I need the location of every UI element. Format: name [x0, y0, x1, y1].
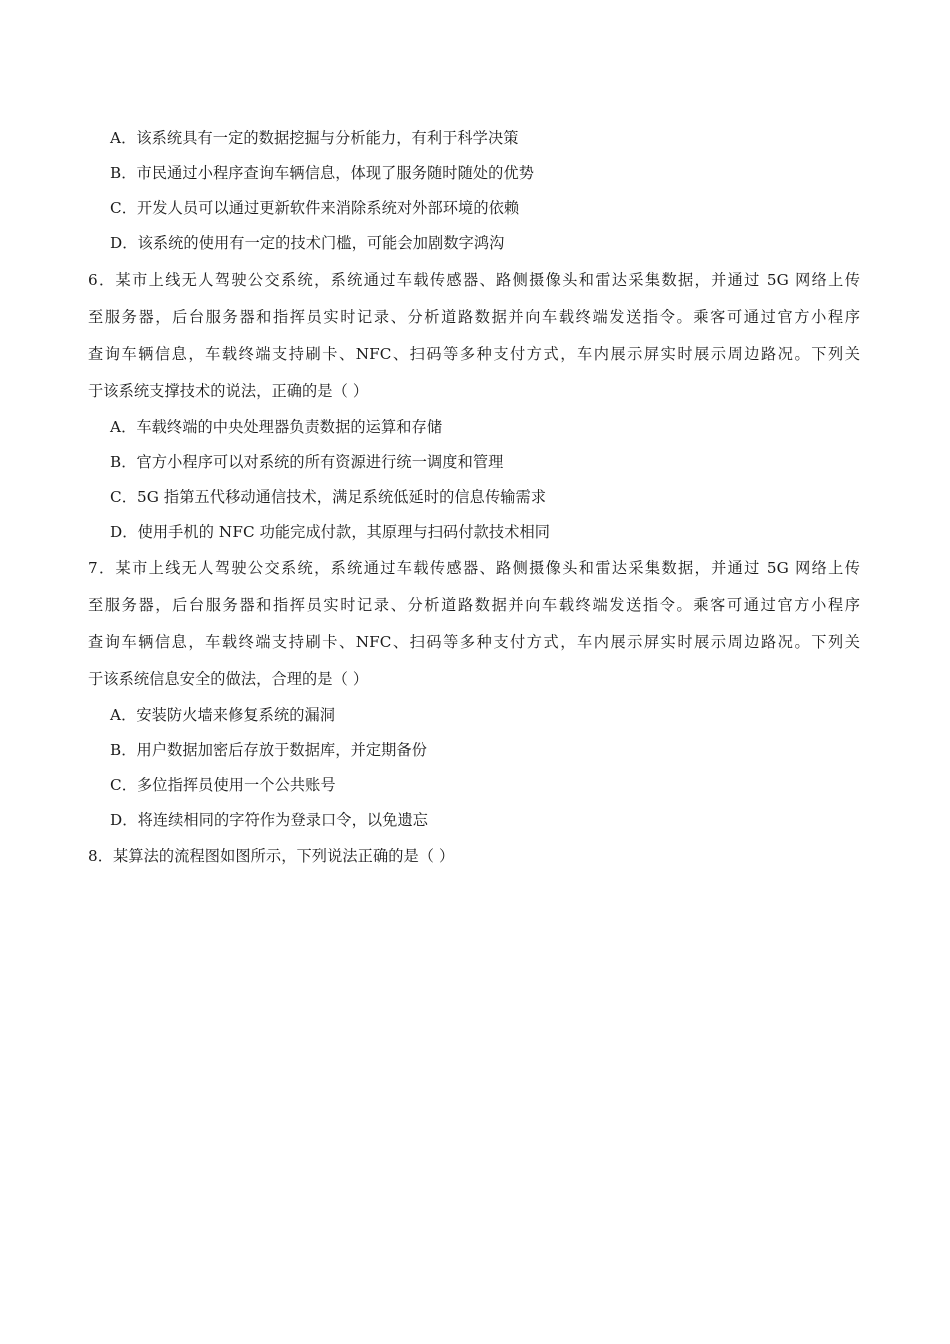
q6-stem-line-1: 6．某市上线无人驾驶公交系统，系统通过车载传感器、路侧摄像头和雷达采集数据，并通过 5G 网络上传 — [88, 271, 860, 289]
q6-option-c: C．5G 指第五代移动通信技术，满足系统低延时的信息传输需求 — [110, 488, 547, 506]
q7-stem-line-3: 查询车辆信息，车载终端支持刷卡、NFC、扫码等多种支付方式，车内展示屏实时展示周边路况。下列关 — [88, 633, 860, 651]
q7-stem-line-1: 7．某市上线无人驾驶公交系统，系统通过车载传感器、路侧摄像头和雷达采集数据，并通过 5G 网络上传 — [88, 559, 860, 577]
q7-option-c: C．多位指挥员使用一个公共账号 — [110, 776, 336, 794]
q7-stem-line-4: 于该系统信息安全的做法，合理的是（ ） — [88, 670, 369, 688]
q7-option-a: A．安装防火墙来修复系统的漏洞 — [110, 706, 336, 724]
q7-option-d: D．将连续相同的字符作为登录口令，以免遗忘 — [110, 811, 429, 829]
q5-option-d: D．该系统的使用有一定的技术门槛，可能会加剧数字鸿沟 — [110, 234, 505, 252]
q5-option-b: B．市民通过小程序查询车辆信息，体现了服务随时随处的优势 — [110, 164, 535, 182]
q5-option-c: C．开发人员可以通过更新软件来消除系统对外部环境的依赖 — [110, 199, 520, 217]
q6-stem-line-4: 于该系统支撑技术的说法，正确的是（ ） — [88, 382, 369, 400]
q6-stem-line-3: 查询车辆信息，车载终端支持刷卡、NFC、扫码等多种支付方式，车内展示屏实时展示周边路况。下列关 — [88, 345, 860, 363]
q6-option-b: B．官方小程序可以对系统的所有资源进行统一调度和管理 — [110, 453, 504, 471]
q8-stem: 8．某算法的流程图如图所示，下列说法正确的是（ ） — [88, 847, 455, 865]
q7-stem-line-2: 至服务器，后台服务器和指挥员实时记录、分析道路数据并向车载终端发送指令。乘客可通过官方小程序 — [88, 596, 860, 614]
q5-option-a: A．该系统具有一定的数据挖掘与分析能力，有利于科学决策 — [110, 129, 519, 147]
q6-option-d: D．使用手机的 NFC 功能完成付款，其原理与扫码付款技术相同 — [110, 523, 551, 541]
q6-stem-line-2: 至服务器，后台服务器和指挥员实时记录、分析道路数据并向车载终端发送指令。乘客可通过官方小程序 — [88, 308, 860, 326]
q6-option-a: A．车载终端的中央处理器负责数据的运算和存储 — [110, 418, 443, 436]
q7-option-b: B．用户数据加密后存放于数据库，并定期备份 — [110, 741, 428, 759]
